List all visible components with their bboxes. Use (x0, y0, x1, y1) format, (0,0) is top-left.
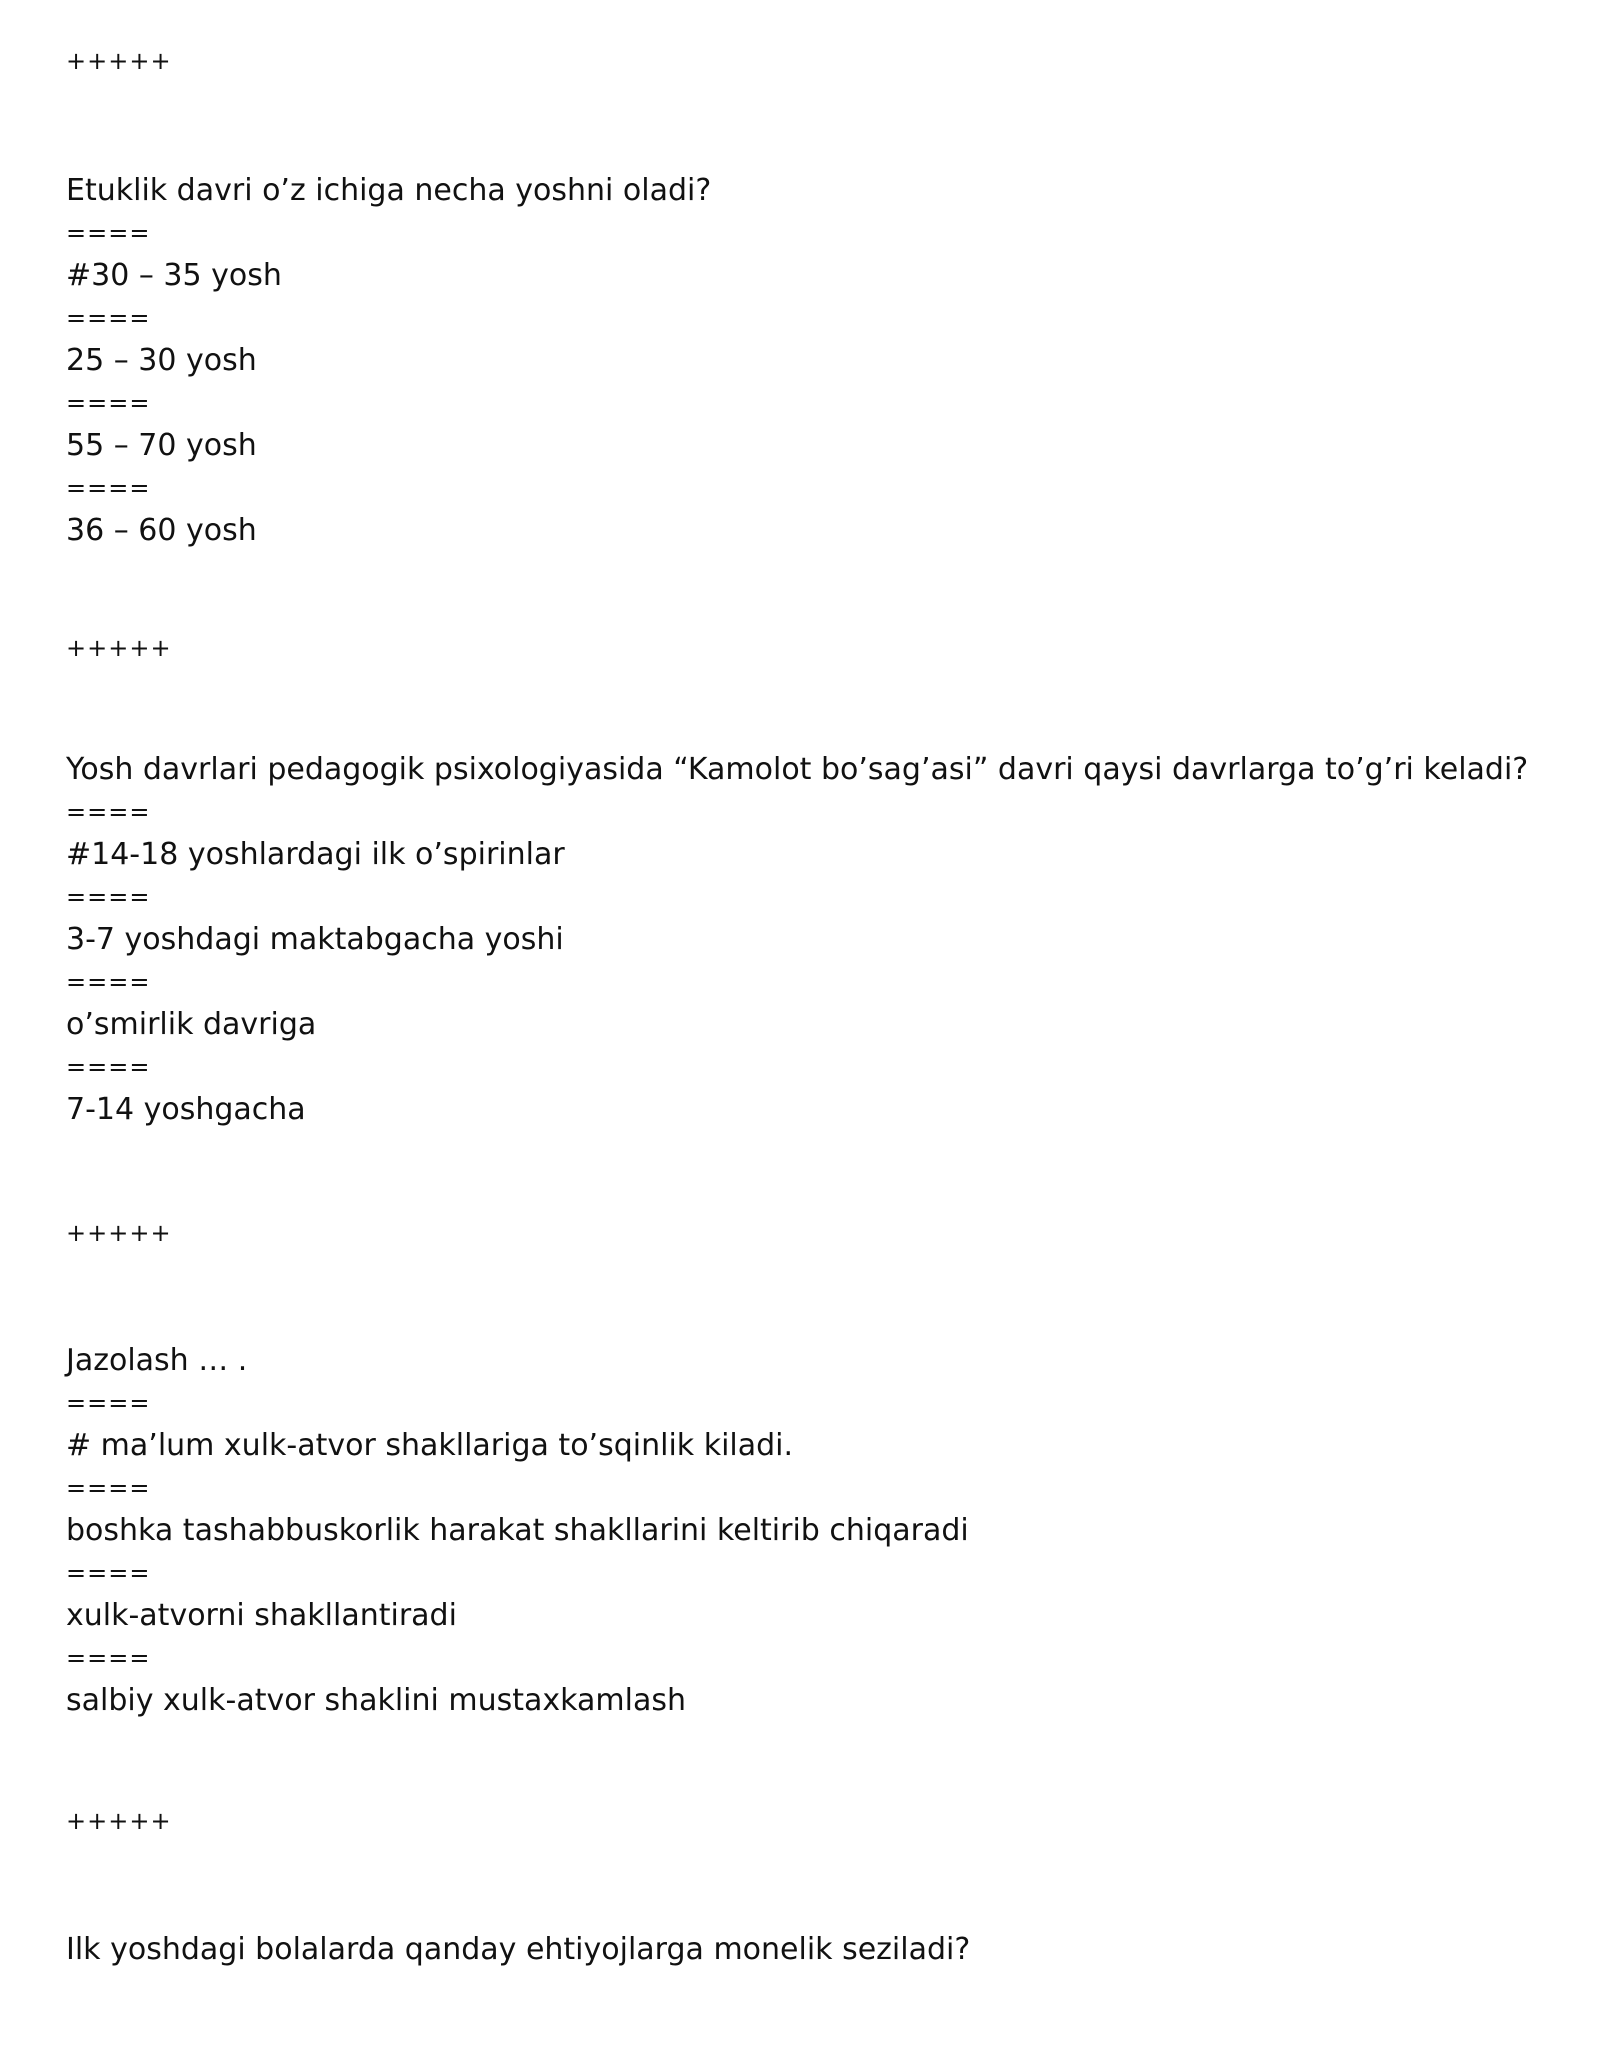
question-text: Ilk yoshdagi bolalarda qanday ehtiyojlarga monelik seziladi? (66, 1932, 971, 1967)
answer-option: 3-7 yoshdagi maktabgacha yoshi (66, 922, 564, 957)
answer-option: 55 – 70 yosh (66, 428, 257, 463)
answer-option: 25 – 30 yosh (66, 343, 257, 378)
answer-option: # ma’lum xulk-atvor shakllariga to’sqinlik kiladi. (66, 1428, 794, 1463)
block-delimiter: +++++ (66, 1807, 172, 1835)
question-text: Yosh davrlari pedagogik psixologiyasida “Kamolot bo’sag’asi” davri qaysi davrlarga to’g’ri keladi? (66, 752, 1529, 787)
block-delimiter: +++++ (66, 47, 172, 75)
option-separator: ==== (66, 219, 151, 247)
answer-option: xulk-atvorni shakllantiradi (66, 1598, 457, 1633)
option-separator: ==== (66, 1644, 151, 1672)
question-text: Etuklik davri o’z ichiga necha yoshni oladi? (66, 173, 712, 208)
option-separator: ==== (66, 1559, 151, 1587)
answer-option: #30 – 35 yosh (66, 258, 282, 293)
option-separator: ==== (66, 1053, 151, 1081)
option-separator: ==== (66, 798, 151, 826)
answer-option: boshka tashabbuskorlik harakat shakllarini keltirib chiqaradi (66, 1513, 969, 1548)
answer-option: 7-14 yoshgacha (66, 1092, 306, 1127)
answer-option: #14-18 yoshlardagi ilk o’spirinlar (66, 837, 565, 872)
block-delimiter: +++++ (66, 634, 172, 662)
question-text: Jazolash … . (66, 1343, 248, 1378)
option-separator: ==== (66, 968, 151, 996)
option-separator: ==== (66, 883, 151, 911)
answer-option: o’smirlik davriga (66, 1007, 317, 1042)
option-separator: ==== (66, 304, 151, 332)
block-delimiter: +++++ (66, 1219, 172, 1247)
option-separator: ==== (66, 389, 151, 417)
option-separator: ==== (66, 1389, 151, 1417)
option-separator: ==== (66, 1474, 151, 1502)
answer-option: 36 – 60 yosh (66, 513, 257, 548)
option-separator: ==== (66, 474, 151, 502)
answer-option: salbiy xulk-atvor shaklini mustaxkamlash (66, 1683, 686, 1718)
